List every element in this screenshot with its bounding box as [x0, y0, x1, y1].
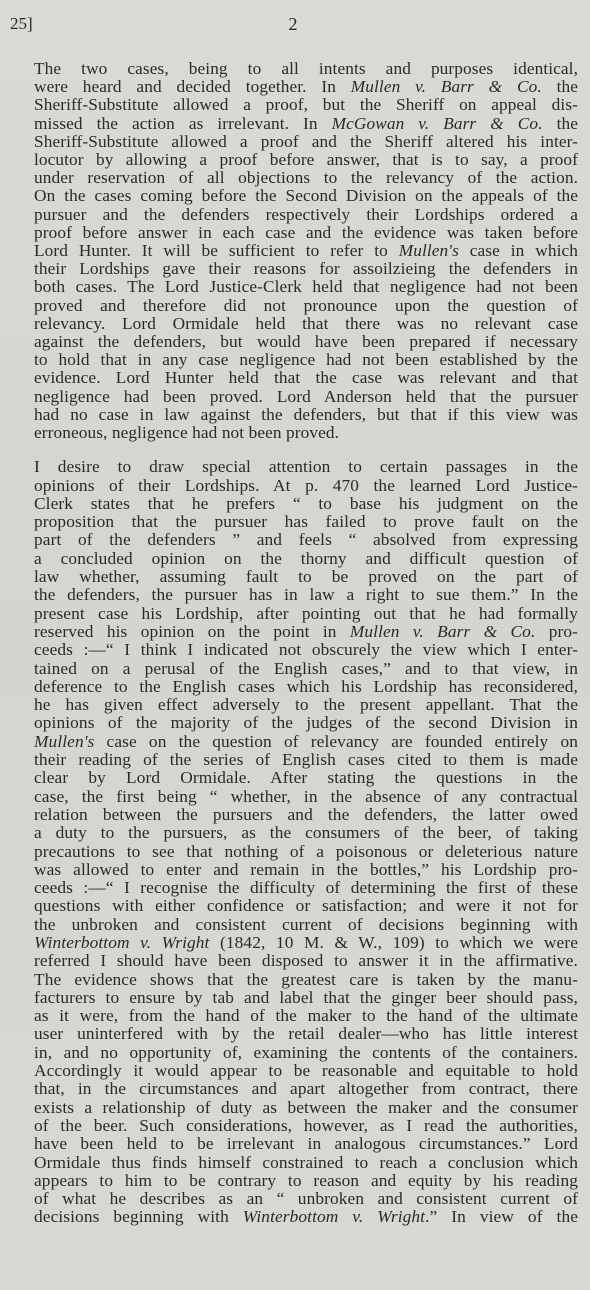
text-line: was allowed to enter and remain in the bottles,” his Lordship pro-: [34, 859, 578, 879]
text-line: ceeds :—“ I recognise the difficulty of determining the first of these: [34, 878, 578, 898]
text-line: Winterbottom v. Wright (1842, 10 M. & W., 109) to which we were: [34, 932, 579, 952]
text-line: locutor by allowing a proof before answer, that is to say, a proof: [34, 150, 578, 170]
text-line: under reservation of all objections to the relevancy of the action.: [34, 168, 578, 188]
text-line: Accordingly it would appear to be reasonable and equitable to hold: [34, 1061, 578, 1081]
text-line: to hold that in any case negligence had not been established by the: [34, 350, 578, 370]
text-line: facturers to ensure by tab and label that the ginger beer should pass,: [34, 987, 578, 1007]
text-line: law whether, assuming fault to be proved on the part of: [34, 567, 578, 587]
text-line: the unbroken and consistent current of decisions beginning with: [34, 914, 578, 934]
text-line: both cases. The Lord Justice-Clerk held that negligence had not been: [34, 277, 578, 297]
text-line: proved and therefore did not pronounce upon the question of: [34, 295, 578, 315]
text-line: missed the action as irrelevant. In McGowan v. Barr & Co. the: [34, 113, 578, 133]
text-line: deference to the English cases which his Lordship has reconsidered,: [34, 676, 578, 696]
text-line: Sheriff-Substitute allowed a proof and the Sheriff altered his inter-: [34, 131, 578, 151]
text-line: a concluded opinion on the thorny and difficult question of: [34, 548, 578, 568]
text-line: Ormidale thus finds himself constrained to reach a conclusion which: [34, 1152, 578, 1172]
text-line: as it were, from the hand of the maker to the hand of the ultimate: [34, 1006, 578, 1026]
text-line: of what he describes as an “ unbroken and consistent current of: [34, 1189, 578, 1209]
text-line: referred I should have been disposed to answer it in the affirmative.: [34, 951, 578, 971]
text-line: user uninterfered with by the retail dealer—who has little interest: [34, 1024, 578, 1044]
text-line: that, in the circumstances and apart altogether from contract, there: [34, 1079, 578, 1099]
text-line: proof before answer in each case and the evidence was taken before: [34, 222, 578, 242]
text-line: he has given effect adversely to the present appellant. That the: [34, 695, 578, 715]
text-line: decisions beginning with Winterbottom v. Wright.” In view of the: [34, 1207, 579, 1227]
text-line: tained on a perusal of the English cases,” and to that view, in: [34, 658, 578, 678]
text-line: exists a relationship of duty as between the maker and the consumer: [34, 1097, 578, 1117]
text-line: The two cases, being to all intents and purposes identical,: [34, 59, 578, 78]
text-line: a duty to the pursuers, as the consumers of the beer, of taking: [34, 823, 578, 843]
text-line: had no case in law against the defenders, but that if this view was: [34, 404, 578, 424]
text-line: the defenders, the pursuer has in law a right to sue them.” In the: [34, 585, 578, 605]
text-line: were heard and decided together. In Mullen v. Barr & Co. the: [34, 77, 579, 97]
text-line: Lord Hunter. It will be sufficient to refer to Mullen's case in which: [34, 241, 578, 261]
text-line: On the cases coming before the Second Division on the appeals of the: [34, 186, 578, 206]
page-header: [8, 14, 578, 42]
text-line: ceeds :—“ I think I indicated not obscurely the view which I enter-: [34, 640, 578, 660]
text-line: The evidence shows that the greatest care is taken by the manu-: [34, 969, 578, 989]
text-line: case, the first being “ whether, in the absence of any contractual: [34, 786, 578, 806]
paragraph-2: [8, 458, 578, 1226]
text-line: proposition that the pursuer has failed to prove fault on the: [34, 512, 578, 532]
text-line: I desire to draw special attention to certain passages in the: [34, 457, 578, 477]
text-line: in, and no opportunity of, examining the contents of the containers.: [34, 1042, 578, 1062]
text-line: erroneous, negligence had not been proved.: [34, 423, 340, 443]
text-line: Clerk states that he prefers “ to base his judgment on the: [34, 493, 578, 513]
text-line: Sheriff-Substitute allowed a proof, but the Sheriff on appeal dis-: [34, 95, 578, 115]
text-line: Mullen's case on the question of relevancy are founded entirely on: [34, 731, 578, 751]
text-line: their Lordships gave their reasons for assoilzieing the defenders in: [34, 259, 578, 279]
text-line: relevancy. Lord Ormidale held that there was no relevant case: [34, 313, 578, 333]
text-line: opinions of the majority of the judges of the second Division in: [34, 713, 578, 733]
text-line: appears to him to be contrary to reason and equity by his reading: [34, 1170, 578, 1190]
body-text: [8, 60, 578, 1227]
text-line: reserved his opinion on the point in Mullen v. Barr & Co. pro-: [34, 621, 578, 641]
text-line: precautions to see that nothing of a poisonous or deleterious nature: [34, 841, 578, 861]
text-line: evidence. Lord Hunter held that the case was relevant and that: [34, 368, 578, 388]
text-line: have been held to be irrelevant in analogous circumstances.” Lord: [34, 1134, 578, 1154]
text-line: against the defenders, but would have been prepared if necessary: [34, 332, 578, 352]
text-line: opinions of their Lordships. At p. 470 the learned Lord Justice-: [34, 475, 578, 495]
text-line: negligence had been proved. Lord Anderson held that the pursuer: [34, 386, 578, 406]
text-line: their reading of the series of English cases cited to them is made: [34, 750, 578, 770]
text-line: relation between the pursuers and the defenders, the latter owed: [34, 804, 578, 824]
text-line: of the beer. Such considerations, however, as I read the authorities,: [34, 1115, 578, 1135]
text-line: pursuer and the defenders respectively their Lordships ordered a: [34, 204, 578, 224]
text-line: present case his Lordship, after pointing out that he had formally: [34, 603, 578, 623]
page-number: 2: [288, 14, 298, 34]
text-line: clear by Lord Ormidale. After stating the questions in the: [34, 768, 578, 788]
text-line: questions with either confidence or satisfaction; and were it not for: [34, 896, 578, 916]
paragraph-1: [8, 60, 578, 442]
text-line: part of the defenders ” and feels “ absolved from expressing: [34, 530, 578, 550]
folio-marker: 25]: [10, 14, 33, 33]
